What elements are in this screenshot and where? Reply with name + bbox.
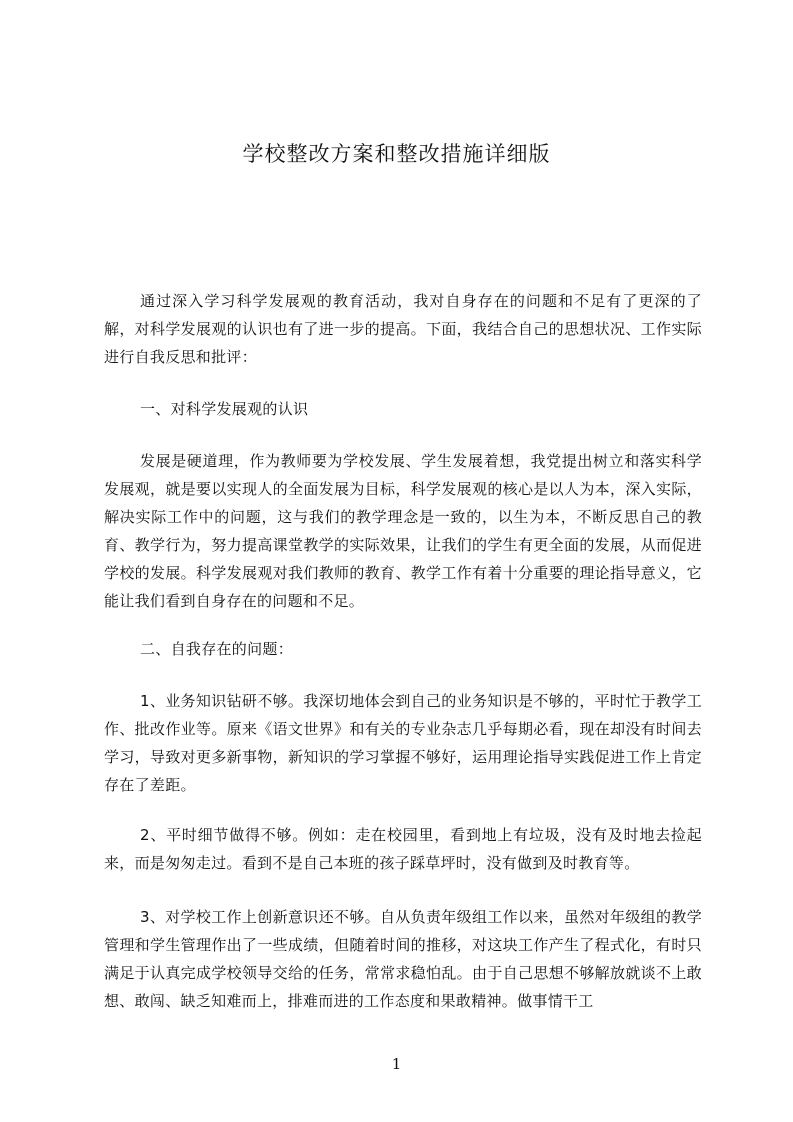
problem-item-1: 1、业务知识钻研不够。我深切地体会到自己的业务知识是不够的，平时忙于教学工作、批改作业等。原来《语文世界》和有关的专业杂志几乎每期必看，现在却没有时间去学习，导致对更多新事物，新知识的学习掌握不够好，运用理论指导实践促进工作上肯定存在了差距。 xyxy=(104,692,702,794)
problem-item-3: 3、对学校工作上创新意识还不够。自从负责年级组工作以来，虽然对年级组的教学管理和学生管理作出了一些成绩，但随着时间的推移，对这块工作产生了程式化，有时只满足于认真完成学校领导交给的任务，常常求稳怕乱。由于自己思想不够解放就谈不上敢想、敢闯、缺乏知难而上，排难而进的工作态度和果敢精神。做事情干工 xyxy=(104,908,702,1010)
document-title: 学校整改方案和整改措施详细版 xyxy=(242,142,551,166)
section-heading-1: 一、对科学发展观的认识 xyxy=(140,400,309,418)
problem-item-2: 2、平时细节做得不够。例如：走在校园里，看到地上有垃圾，没有及时地去捡起来，而是匆匆走过。看到不是自己本班的孩子踩草坪时，没有做到及时教育等。 xyxy=(104,826,702,872)
intro-paragraph: 通过深入学习科学发展观的教育活动，我对自身存在的问题和不足有了更深的了解，对科学发展观的认识也有了进一步的提高。下面，我结合自己的思想状况、工作实际进行自我反思和批评： xyxy=(104,292,702,366)
section-1-paragraph: 发展是硬道理，作为教师要为学校发展、学生发展着想，我党提出树立和落实科学发展观，就是要以实现人的全面发展为目标，科学发展观的核心是以人为本，深入实际，解决实际工作中的问题，这与我们的教学理念是一致的，以生为本，不断反思自己的教育、教学行为，努力提高课堂教学的实际效果，让我们的学生有更全面的发展，从而促进学校的发展。科学发展观对我们教师的教育、教学工作有着十分重要的理论指导意义，它能让我们看到自身存在的问题和不足。 xyxy=(104,452,702,610)
page-number: 1 xyxy=(391,1055,402,1073)
section-heading-2: 二、自我存在的问题： xyxy=(140,640,294,658)
